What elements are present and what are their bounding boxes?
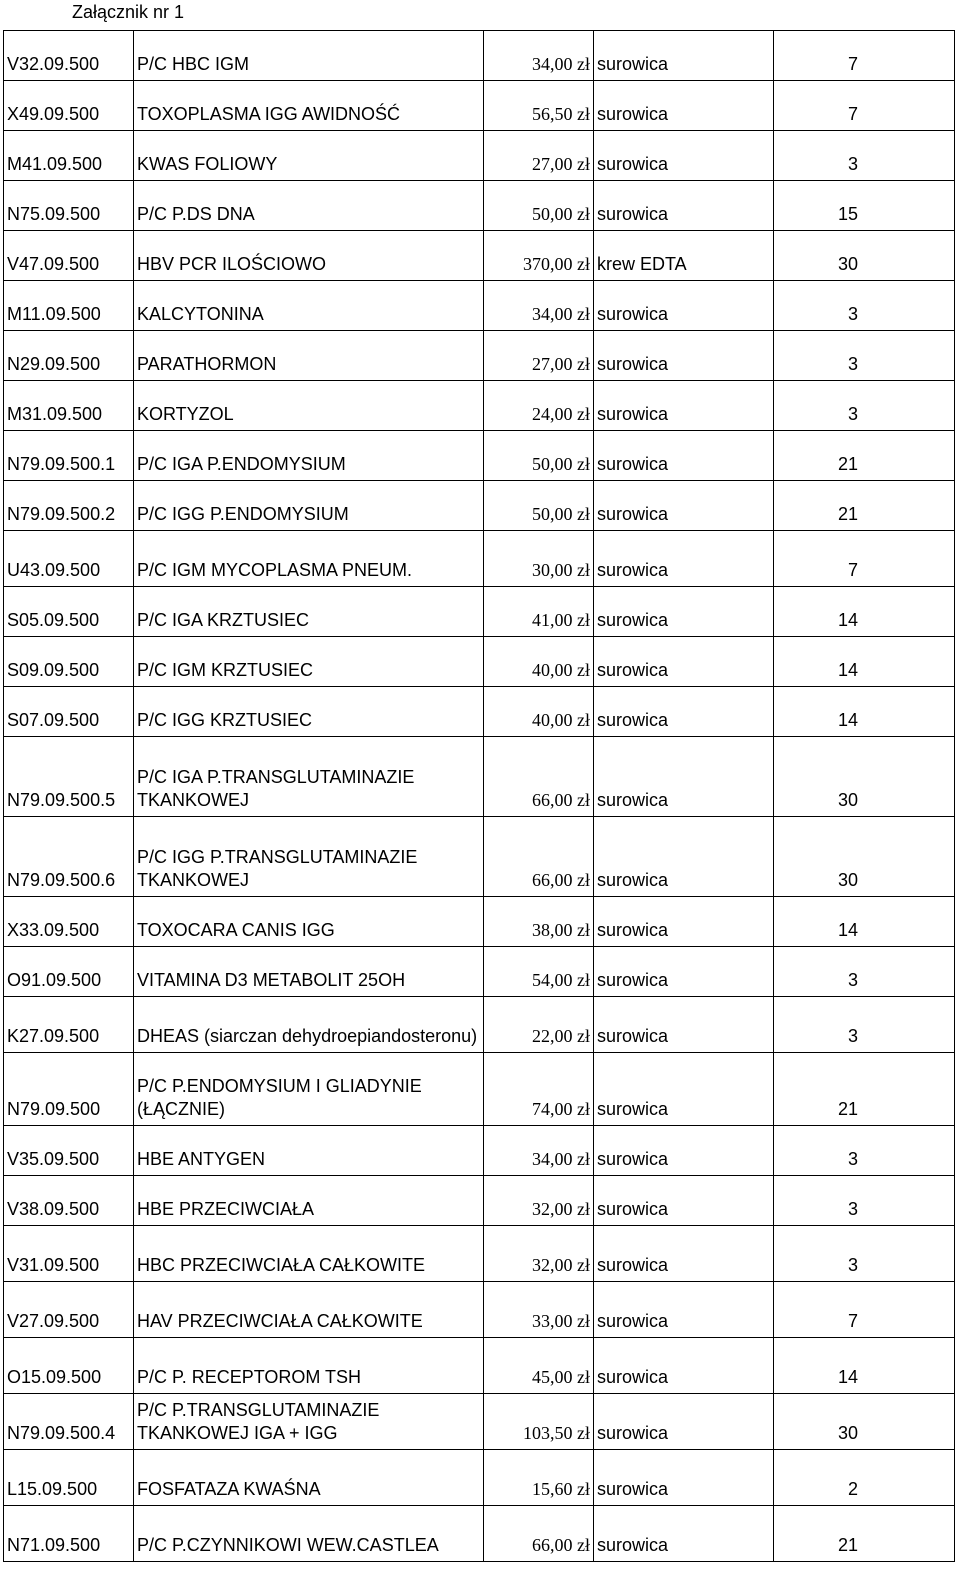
test-code-cell: N79.09.500.1 [4,431,134,481]
material-cell: surowica [594,1226,774,1282]
price-cell: 103,50 zł [484,1394,594,1450]
turnaround-days-cell: 14 [774,1338,955,1394]
material-cell: surowica [594,81,774,131]
test-code-cell: K27.09.500 [4,997,134,1053]
turnaround-days-cell: 7 [774,31,955,81]
test-code-cell: M11.09.500 [4,281,134,331]
test-name-cell: P/C IGA P.ENDOMYSIUM [134,431,484,481]
test-code-cell: U43.09.500 [4,531,134,587]
material-cell: surowica [594,531,774,587]
price-table [3,30,955,1562]
table-row [4,1282,955,1338]
test-name-cell: TOXOCARA CANIS IGG [134,897,484,947]
table-row [4,381,955,431]
turnaround-days-cell: 3 [774,331,955,381]
material-cell: surowica [594,131,774,181]
test-name-cell: PARATHORMON [134,331,484,381]
test-code-cell: O91.09.500 [4,947,134,997]
test-name-cell: P/C HBC IGM [134,31,484,81]
price-cell: 370,00 zł [484,231,594,281]
material-cell: surowica [594,381,774,431]
table-row [4,531,955,587]
price-cell: 40,00 zł [484,687,594,737]
test-code-cell: S09.09.500 [4,637,134,687]
turnaround-days-cell: 30 [774,737,955,817]
material-cell: surowica [594,1126,774,1176]
test-code-cell: X33.09.500 [4,897,134,947]
test-name-cell: P/C P. RECEPTOROM TSH [134,1338,484,1394]
material-cell: surowica [594,1394,774,1450]
test-code-cell: N75.09.500 [4,181,134,231]
material-cell: surowica [594,947,774,997]
test-code-cell: N79.09.500.5 [4,737,134,817]
material-cell: surowica [594,737,774,817]
table-row [4,1226,955,1282]
table-row [4,997,955,1053]
table-row [4,431,955,481]
price-cell: 27,00 zł [484,331,594,381]
material-cell: surowica [594,997,774,1053]
turnaround-days-cell: 14 [774,897,955,947]
test-code-cell: M41.09.500 [4,131,134,181]
material-cell: surowica [594,281,774,331]
material-cell: surowica [594,1282,774,1338]
turnaround-days-cell: 3 [774,1176,955,1226]
test-name-cell: VITAMINA D3 METABOLIT 25OH [134,947,484,997]
test-code-cell: V47.09.500 [4,231,134,281]
test-code-cell: N29.09.500 [4,331,134,381]
turnaround-days-cell: 14 [774,687,955,737]
price-cell: 41,00 zł [484,587,594,637]
turnaround-days-cell: 3 [774,997,955,1053]
price-cell: 66,00 zł [484,737,594,817]
test-name-cell: HBE ANTYGEN [134,1126,484,1176]
turnaround-days-cell: 14 [774,587,955,637]
test-name-cell: P/C P.DS DNA [134,181,484,231]
material-cell: surowica [594,687,774,737]
test-code-cell: V31.09.500 [4,1226,134,1282]
test-name-cell: TOXOPLASMA IGG AWIDNOŚĆ [134,81,484,131]
price-cell: 22,00 zł [484,997,594,1053]
table-row [4,131,955,181]
table-row [4,947,955,997]
material-cell: surowica [594,31,774,81]
material-cell: surowica [594,817,774,897]
test-code-cell: N79.09.500.6 [4,817,134,897]
turnaround-days-cell: 21 [774,431,955,481]
test-name-cell: HBV PCR ILOŚCIOWO [134,231,484,281]
test-name-cell: HBC PRZECIWCIAŁA CAŁKOWITE [134,1226,484,1282]
test-name-cell: FOSFATAZA KWAŚNA [134,1450,484,1506]
table-row [4,1338,955,1394]
price-cell: 32,00 zł [484,1226,594,1282]
test-name-cell: KORTYZOL [134,381,484,431]
turnaround-days-cell: 7 [774,1282,955,1338]
table-row [4,81,955,131]
turnaround-days-cell: 3 [774,1126,955,1176]
test-name-cell: P/C IGM MYCOPLASMA PNEUM. [134,531,484,587]
price-cell: 30,00 zł [484,531,594,587]
material-cell: surowica [594,1338,774,1394]
price-cell: 54,00 zł [484,947,594,997]
test-code-cell: O15.09.500 [4,1338,134,1394]
table-row [4,1394,955,1450]
price-cell: 50,00 zł [484,481,594,531]
material-cell: surowica [594,331,774,381]
test-name-cell: HBE PRZECIWCIAŁA [134,1176,484,1226]
material-cell: surowica [594,481,774,531]
turnaround-days-cell: 3 [774,947,955,997]
turnaround-days-cell: 3 [774,131,955,181]
table-row [4,31,955,81]
price-cell: 38,00 zł [484,897,594,947]
table-row [4,481,955,531]
price-cell: 15,60 zł [484,1450,594,1506]
material-cell: surowica [594,587,774,637]
price-cell: 50,00 zł [484,181,594,231]
turnaround-days-cell: 7 [774,531,955,587]
price-cell: 66,00 zł [484,1506,594,1562]
table-row [4,737,955,817]
price-cell: 27,00 zł [484,131,594,181]
price-cell: 45,00 zł [484,1338,594,1394]
table-row [4,897,955,947]
test-name-cell: P/C IGG P.TRANSGLUTAMINAZIE TKANKOWEJ [134,817,484,897]
table-row [4,331,955,381]
material-cell: surowica [594,1053,774,1126]
test-code-cell: L15.09.500 [4,1450,134,1506]
test-code-cell: V38.09.500 [4,1176,134,1226]
test-code-cell: N71.09.500 [4,1506,134,1562]
test-code-cell: V35.09.500 [4,1126,134,1176]
material-cell: surowica [594,897,774,947]
table-row [4,1450,955,1506]
turnaround-days-cell: 3 [774,381,955,431]
test-code-cell: N79.09.500.4 [4,1394,134,1450]
price-cell: 56,50 zł [484,81,594,131]
test-name-cell: P/C P.CZYNNIKOWI WEW.CASTLEA [134,1506,484,1562]
price-cell: 32,00 zł [484,1176,594,1226]
table-row [4,1053,955,1126]
test-code-cell: V32.09.500 [4,31,134,81]
test-name-cell: KALCYTONINA [134,281,484,331]
table-row [4,231,955,281]
turnaround-days-cell: 14 [774,637,955,687]
turnaround-days-cell: 15 [774,181,955,231]
material-cell: surowica [594,1176,774,1226]
test-name-cell: HAV PRZECIWCIAŁA CAŁKOWITE [134,1282,484,1338]
test-name-cell: P/C IGG KRZTUSIEC [134,687,484,737]
table-row [4,1176,955,1226]
material-cell: surowica [594,637,774,687]
test-code-cell: S05.09.500 [4,587,134,637]
price-cell: 40,00 zł [484,637,594,687]
table-row [4,1126,955,1176]
turnaround-days-cell: 3 [774,281,955,331]
test-code-cell: N79.09.500 [4,1053,134,1126]
test-code-cell: X49.09.500 [4,81,134,131]
turnaround-days-cell: 21 [774,1506,955,1562]
test-name-cell: KWAS FOLIOWY [134,131,484,181]
table-row [4,281,955,331]
table-row [4,817,955,897]
material-cell: surowica [594,431,774,481]
test-name-cell: P/C P.ENDOMYSIUM I GLIADYNIE (ŁĄCZNIE) [134,1053,484,1126]
turnaround-days-cell: 21 [774,481,955,531]
test-name-cell: P/C P.TRANSGLUTAMINAZIE TKANKOWEJ IGA + IGG [134,1394,484,1450]
test-name-cell: DHEAS (siarczan dehydroepiandosteronu) [134,997,484,1053]
test-name-cell: P/C IGG P.ENDOMYSIUM [134,481,484,531]
test-code-cell: N79.09.500.2 [4,481,134,531]
test-code-cell: M31.09.500 [4,381,134,431]
turnaround-days-cell: 30 [774,231,955,281]
turnaround-days-cell: 2 [774,1450,955,1506]
test-name-cell: P/C IGM KRZTUSIEC [134,637,484,687]
test-name-cell: P/C IGA KRZTUSIEC [134,587,484,637]
table-row [4,687,955,737]
price-cell: 50,00 zł [484,431,594,481]
turnaround-days-cell: 30 [774,1394,955,1450]
turnaround-days-cell: 3 [774,1226,955,1282]
price-cell: 66,00 zł [484,817,594,897]
price-table-body [4,31,955,1562]
turnaround-days-cell: 7 [774,81,955,131]
material-cell: krew EDTA [594,231,774,281]
turnaround-days-cell: 21 [774,1053,955,1126]
price-cell: 33,00 zł [484,1282,594,1338]
price-cell: 34,00 zł [484,281,594,331]
price-cell: 34,00 zł [484,31,594,81]
table-row [4,637,955,687]
table-row [4,181,955,231]
table-row [4,587,955,637]
material-cell: surowica [594,181,774,231]
test-code-cell: V27.09.500 [4,1282,134,1338]
material-cell: surowica [594,1450,774,1506]
price-cell: 74,00 zł [484,1053,594,1126]
turnaround-days-cell: 30 [774,817,955,897]
attachment-title: Załącznik nr 1 [72,2,185,22]
price-cell: 24,00 zł [484,381,594,431]
test-code-cell: S07.09.500 [4,687,134,737]
table-row [4,1506,955,1562]
price-cell: 34,00 zł [484,1126,594,1176]
test-name-cell: P/C IGA P.TRANSGLUTAMINAZIE TKANKOWEJ [134,737,484,817]
material-cell: surowica [594,1506,774,1562]
